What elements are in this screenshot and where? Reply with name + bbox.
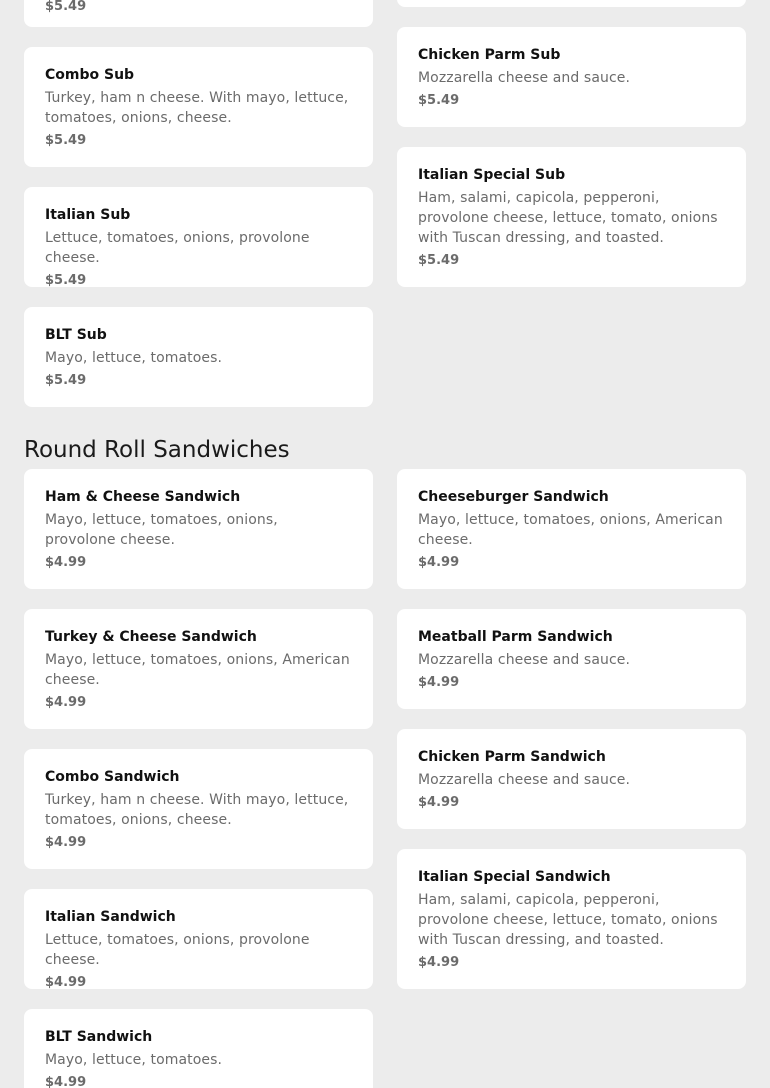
- item-description: Turkey, ham n cheese. With mayo, lettuce, tomatoes, onions, cheese.: [45, 792, 349, 828]
- item-name: Italian Sub: [45, 207, 131, 223]
- menu-item-card[interactable]: [397, 147, 746, 287]
- item-price: $5.49: [418, 253, 460, 268]
- item-description: Lettuce, tomatoes, onions, provolone cheese.: [45, 230, 310, 266]
- item-description: Ham, salami, capicola, pepperoni, provolone cheese, lettuce, tomato, onions with Tuscan dressing, and toasted.: [418, 892, 718, 948]
- item-price: $4.99: [45, 695, 87, 710]
- menu-item-card[interactable]: [24, 307, 373, 407]
- item-name: Chicken Parm Sub: [418, 47, 561, 63]
- menu-item-card[interactable]: [24, 749, 373, 869]
- item-description: Mozzarella cheese and sauce.: [418, 772, 631, 788]
- menu-item-card[interactable]: [24, 609, 373, 729]
- menu-item-card[interactable]: [24, 187, 373, 287]
- menu-item-card[interactable]: [397, 609, 746, 709]
- item-price: $4.99: [45, 835, 87, 850]
- item-description: Mayo, lettuce, tomatoes, onions, provolone cheese.: [45, 512, 278, 548]
- item-price: $5.49: [418, 93, 460, 108]
- item-name: Turkey & Cheese Sandwich: [45, 629, 257, 645]
- item-description: Lettuce, tomatoes, onions, provolone cheese.: [45, 932, 310, 968]
- item-description: Mayo, lettuce, tomatoes.: [45, 1052, 223, 1068]
- item-price: $5.49: [45, 273, 87, 288]
- item-price: $4.99: [418, 555, 460, 570]
- menu-item-card[interactable]: [24, 469, 373, 589]
- item-price: $4.99: [45, 975, 87, 990]
- item-description: Mozzarella cheese and sauce.: [418, 70, 631, 86]
- item-description: Turkey, ham n cheese. With mayo, lettuce, tomatoes, onions, cheese.: [45, 90, 349, 126]
- menu-item-card-partial[interactable]: [397, 0, 746, 7]
- item-description: Mayo, lettuce, tomatoes.: [45, 350, 223, 366]
- item-price: $4.99: [45, 1075, 87, 1088]
- item-name: Italian Sandwich: [45, 909, 176, 925]
- item-name: Meatball Parm Sandwich: [418, 629, 613, 645]
- item-name: Italian Special Sub: [418, 167, 566, 183]
- menu-item-card[interactable]: [397, 849, 746, 989]
- menu-item-card[interactable]: [397, 469, 746, 589]
- item-description: Mayo, lettuce, tomatoes, onions, American cheese.: [45, 652, 350, 688]
- menu-item-card[interactable]: [24, 47, 373, 167]
- item-price: $4.99: [418, 955, 460, 970]
- menu-item-card-partial[interactable]: [24, 0, 373, 27]
- menu-item-card[interactable]: [397, 27, 746, 127]
- item-name: BLT Sub: [45, 327, 107, 343]
- section-title: Round Roll Sandwiches: [24, 437, 290, 463]
- item-price: $5.49: [45, 373, 87, 388]
- item-name: Italian Special Sandwich: [418, 869, 611, 885]
- item-price: $4.99: [45, 555, 87, 570]
- item-description: Mozzarella cheese and sauce.: [418, 652, 631, 668]
- item-price: $5.49: [45, 133, 87, 148]
- item-price: $5.49: [45, 0, 87, 14]
- item-name: Ham & Cheese Sandwich: [45, 489, 241, 505]
- item-name: Combo Sub: [45, 67, 135, 83]
- item-description: Ham, salami, capicola, pepperoni, provolone cheese, lettuce, tomato, onions with Tuscan dressing, and toasted.: [418, 190, 718, 246]
- menu-item-card[interactable]: [24, 1009, 373, 1088]
- item-price: $4.99: [418, 675, 460, 690]
- item-name: Cheeseburger Sandwich: [418, 489, 609, 505]
- item-name: Chicken Parm Sandwich: [418, 749, 606, 765]
- menu-item-card[interactable]: [397, 729, 746, 829]
- item-description: Mayo, lettuce, tomatoes, onions, American cheese.: [418, 512, 723, 548]
- item-price: $4.99: [418, 795, 460, 810]
- menu-item-card[interactable]: [24, 889, 373, 989]
- item-name: Combo Sandwich: [45, 769, 180, 785]
- item-name: BLT Sandwich: [45, 1029, 153, 1045]
